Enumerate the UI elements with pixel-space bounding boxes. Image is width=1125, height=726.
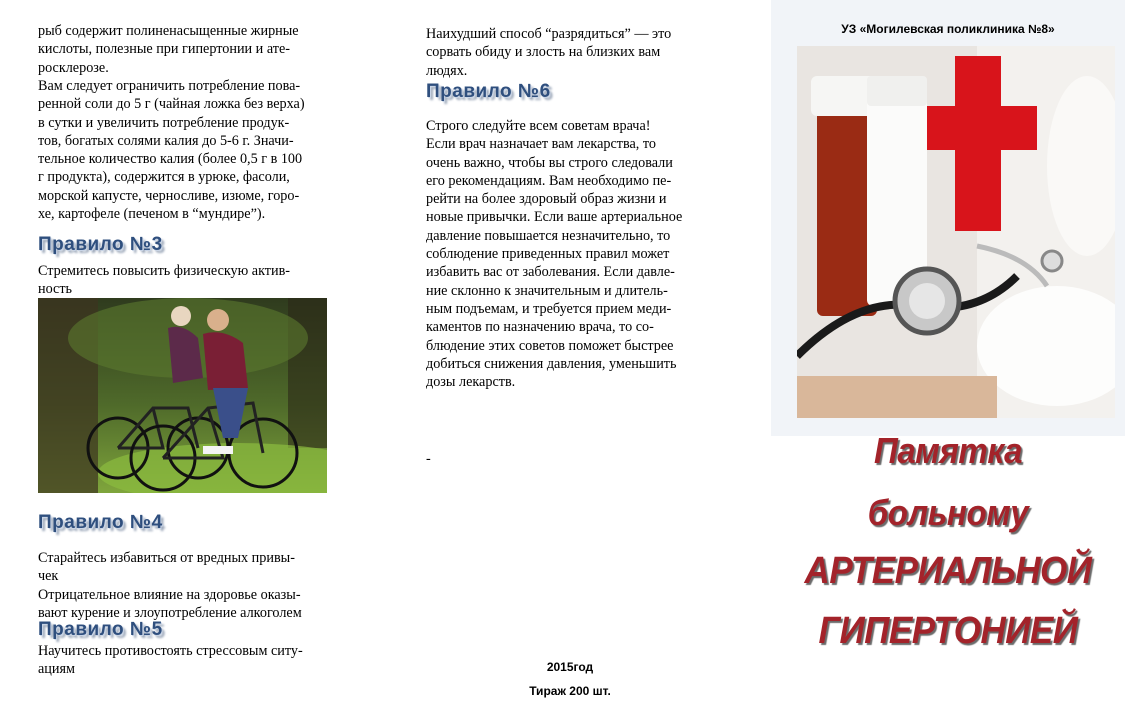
medical-photo	[797, 46, 1115, 418]
rule-6-heading: Правило №6	[426, 81, 551, 102]
year: 2015год	[546, 660, 594, 674]
rule-4-text: Старайтесь избавиться от вредных привы- чек	[38, 550, 295, 585]
rule-3-heading: Правило №3	[38, 234, 163, 255]
medical-illustration	[797, 46, 1115, 418]
cover-title-line-4: ГИПЕРТОНИЕЙ	[818, 610, 1078, 652]
paragraph: Наихудший способ “разрядиться” — это сорвать обиду и злость на близких вам людях.	[426, 26, 672, 79]
cover-title-line-2: больному	[867, 492, 1029, 533]
rule-4-heading: Правило №4	[38, 512, 163, 533]
cyclists-illustration	[38, 298, 327, 493]
cover-title-line-1: Памятка	[873, 430, 1023, 471]
paragraph: рыб содержит полиненасыщенные жирные кислоты, полезные при гипертонии и ате- росклерозе.	[38, 23, 299, 76]
cyclists-photo	[38, 298, 327, 493]
rule-5-heading: Правило №5	[38, 619, 163, 640]
rule-5-text: Научитесь противостоять стрессовым ситу- ациям	[38, 643, 303, 678]
print-run: Тираж 200 шт.	[529, 684, 611, 698]
paragraph: Вам следует ограничить потребление пова- ренной соли до 5 г (чайная ложка без верха) в сутки и увеличить потребление продук- тов, богатых солями калия до 5-6 г. Значи- тельное количество калия (более 0,5 г в 100 г продукта), содержится в урюке, фасоли, морской капусте, черносливе, изюме, горо- хе, картофеле (печеном в “мундире”).	[38, 78, 305, 223]
organization-name: УЗ «Могилевская поликлиника №8»	[841, 22, 1055, 36]
cover-title-line-3: АРТЕРИАЛЬНОЙ	[804, 550, 1092, 592]
rule-3-text: Стремитесь повысить физическую актив- ность	[38, 263, 291, 298]
rule-6-text: Строго следуйте всем советам врача! Если врач назначает вам лекарства, то очень важно, чтобы вы строго следовали его рекомендациям. Вам необходимо пе- рейти на более здоровый образ жизни и новые привычки. Если ваше артериальное давление повышается незначительно, то соблюдение приведенных правил может избавить вас от заболевания. Если давле- ние склонно к значительным и длитель- ным подъемам, и требуется прием меди- каментов по назначению врача, то со- блюдение этих советов поможет быстрее добиться снижения давления, уменьшить дозы лекарств.	[426, 118, 683, 391]
dash: -	[426, 451, 431, 467]
rule-4-text-2: Отрицательное влияние на здоровье оказы- вают курение и злоупотребление алкоголем	[38, 587, 302, 622]
